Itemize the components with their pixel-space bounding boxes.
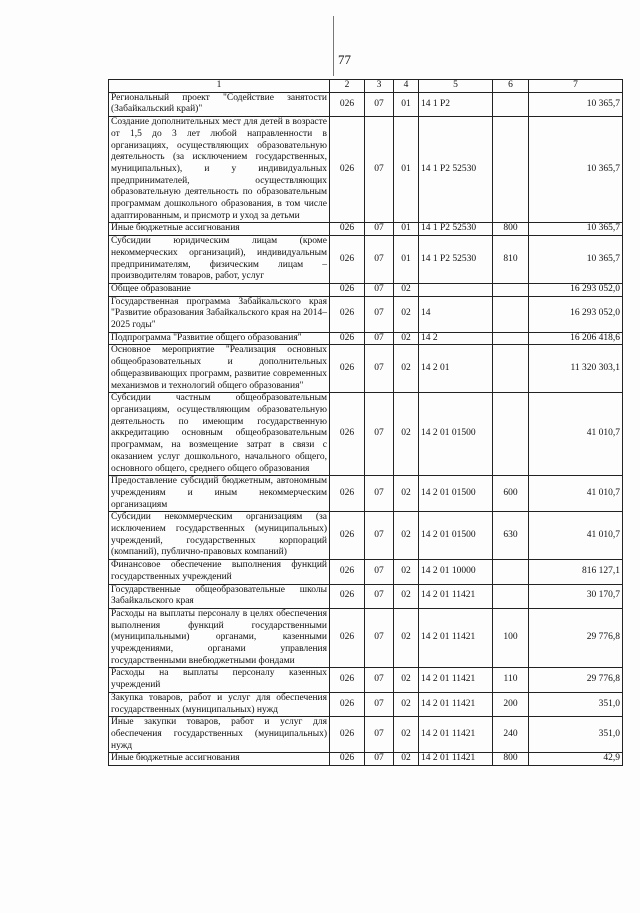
table-row — [109, 692, 623, 716]
row-name: Региональный проект "Содействие занятости (Забайкальский край)" — [109, 92, 330, 116]
row-name: Иные закупки товаров, работ и услуг для обеспечения государственных (муниципальных) нужд — [109, 717, 330, 753]
row-name: Субсидии частным общеобразовательным организациям, осуществляющим образовательную деятельность по имеющим государственную аккредитацию основным общеобразовательным программам, на возмещение затрат в связи с оказанием услуг дошкольного, начального общего, основного общего, среднего общего образования — [109, 393, 330, 476]
row-subsection: 01 — [394, 92, 419, 116]
table-row — [109, 753, 623, 766]
table-row — [109, 296, 623, 332]
row-expense-type: 110 — [493, 668, 529, 692]
row-subsection: 02 — [394, 668, 419, 692]
row-target-article: 14 2 01 11421 — [419, 668, 493, 692]
row-subsection: 02 — [394, 753, 419, 766]
row-expense-type — [493, 92, 529, 116]
row-target-article: 14 2 01 01500 — [419, 476, 493, 512]
row-amount: 42,9 — [529, 753, 623, 766]
row-amount: 29 776,8 — [529, 608, 623, 668]
row-amount: 16 206 418,6 — [529, 332, 623, 345]
fold-line — [333, 16, 334, 76]
row-subsection: 02 — [394, 608, 419, 668]
row-ministry: 026 — [330, 117, 365, 223]
row-ministry: 026 — [330, 476, 365, 512]
table-row — [109, 332, 623, 345]
row-ministry: 026 — [330, 512, 365, 560]
row-name: Закупка товаров, работ и услуг для обеспечения государственных (муниципальных) нужд — [109, 692, 330, 716]
table-row — [109, 283, 623, 296]
row-section: 07 — [365, 223, 394, 236]
row-name: Иные бюджетные ассигнования — [109, 753, 330, 766]
row-section: 07 — [365, 476, 394, 512]
row-subsection: 02 — [394, 345, 419, 393]
table-row — [109, 223, 623, 236]
row-amount: 30 170,7 — [529, 584, 623, 608]
row-name: Расходы на выплаты персоналу казенных учреждений — [109, 668, 330, 692]
row-target-article: 14 2 01 11421 — [419, 584, 493, 608]
col-header: 1 — [109, 80, 330, 93]
row-expense-type — [493, 332, 529, 345]
table-row — [109, 668, 623, 692]
row-section: 07 — [365, 584, 394, 608]
row-section: 07 — [365, 92, 394, 116]
row-name: Расходы на выплаты персоналу в целях обеспечения выполнения функций государственными (муниципальными) органами, казенными учреждениями, органами управления государственными внебюджетными фондами — [109, 608, 330, 668]
table-row — [109, 717, 623, 753]
row-expense-type: 200 — [493, 692, 529, 716]
row-expense-type — [493, 283, 529, 296]
row-target-article: 14 — [419, 296, 493, 332]
row-name: Субсидии некоммерческим организациям (за исключением государственных (муниципальных) учреждений, государственных корпораций (компаний), публично-правовых компаний) — [109, 512, 330, 560]
row-subsection: 02 — [394, 692, 419, 716]
row-expense-type: 630 — [493, 512, 529, 560]
col-header: 6 — [493, 80, 529, 93]
row-subsection: 02 — [394, 584, 419, 608]
row-amount: 41 010,7 — [529, 393, 623, 476]
row-amount: 41 010,7 — [529, 512, 623, 560]
row-section: 07 — [365, 283, 394, 296]
row-subsection: 01 — [394, 117, 419, 223]
row-amount: 16 293 052,0 — [529, 283, 623, 296]
row-amount: 10 365,7 — [529, 117, 623, 223]
row-target-article: 14 2 01 11421 — [419, 717, 493, 753]
row-section: 07 — [365, 117, 394, 223]
row-expense-type: 800 — [493, 223, 529, 236]
table-row — [109, 236, 623, 284]
table-row — [109, 512, 623, 560]
row-subsection: 02 — [394, 283, 419, 296]
row-amount: 10 365,7 — [529, 223, 623, 236]
row-ministry: 026 — [330, 668, 365, 692]
row-subsection: 02 — [394, 296, 419, 332]
row-subsection: 02 — [394, 393, 419, 476]
row-ministry: 026 — [330, 236, 365, 284]
row-ministry: 026 — [330, 92, 365, 116]
row-target-article: 14 1 P2 — [419, 92, 493, 116]
row-name: Субсидии юридическим лицам (кроме некоммерческих организаций), индивидуальным предпринимателям, физическим лицам – производителям товаров, работ, услуг — [109, 236, 330, 284]
row-section: 07 — [365, 512, 394, 560]
table-row — [109, 584, 623, 608]
row-ministry: 026 — [330, 223, 365, 236]
row-ministry: 026 — [330, 283, 365, 296]
row-expense-type — [493, 584, 529, 608]
header-row — [109, 80, 623, 93]
row-ministry: 026 — [330, 332, 365, 345]
row-target-article: 14 2 01 11421 — [419, 753, 493, 766]
row-subsection: 02 — [394, 512, 419, 560]
row-amount: 11 320 303,1 — [529, 345, 623, 393]
row-name: Финансовое обеспечение выполнения функций государственных учреждений — [109, 560, 330, 584]
row-section: 07 — [365, 753, 394, 766]
row-target-article: 14 2 01 — [419, 345, 493, 393]
row-target-article: 14 1 P2 52530 — [419, 117, 493, 223]
row-ministry: 026 — [330, 717, 365, 753]
col-header: 3 — [365, 80, 394, 93]
row-ministry: 026 — [330, 692, 365, 716]
row-subsection: 02 — [394, 717, 419, 753]
row-section: 07 — [365, 345, 394, 393]
row-ministry: 026 — [330, 296, 365, 332]
row-amount: 351,0 — [529, 717, 623, 753]
row-expense-type: 240 — [493, 717, 529, 753]
row-name: Государственная программа Забайкальского края "Развитие образования Забайкальского края на 2014–2025 годы" — [109, 296, 330, 332]
row-name: Общее образование — [109, 283, 330, 296]
row-name: Иные бюджетные ассигнования — [109, 223, 330, 236]
row-target-article: 14 2 01 11421 — [419, 608, 493, 668]
col-header: 7 — [529, 80, 623, 93]
row-expense-type — [493, 393, 529, 476]
row-expense-type: 810 — [493, 236, 529, 284]
row-section: 07 — [365, 236, 394, 284]
row-subsection: 02 — [394, 560, 419, 584]
row-target-article: 14 2 01 01500 — [419, 393, 493, 476]
row-target-article: 14 2 — [419, 332, 493, 345]
row-amount: 10 365,7 — [529, 236, 623, 284]
row-expense-type — [493, 296, 529, 332]
col-header: 5 — [419, 80, 493, 93]
table-row — [109, 560, 623, 584]
row-section: 07 — [365, 668, 394, 692]
row-ministry: 026 — [330, 608, 365, 668]
row-expense-type: 800 — [493, 753, 529, 766]
col-header: 2 — [330, 80, 365, 93]
row-name: Основное мероприятие "Реализация основных общеобразовательных и дополнительных общеразвивающих программ, развитие современных механизмов и технологий общего образования" — [109, 345, 330, 393]
row-target-article: 14 2 01 01500 — [419, 512, 493, 560]
table-row — [109, 92, 623, 116]
row-section: 07 — [365, 608, 394, 668]
row-section: 07 — [365, 393, 394, 476]
row-target-article: 14 1 P2 52530 — [419, 223, 493, 236]
row-expense-type: 100 — [493, 608, 529, 668]
row-name: Создание дополнительных мест для детей в возрасте от 1,5 до 3 лет любой направленности в организациях, осуществляющих образовательную деятельность (за исключением государственных, муниципальных), и у индивидуальных предпринимателей, осуществляющих образовательную деятельность по образовательным программам дошкольного образования, в том числе адаптированным, и присмотр и уход за детьми — [109, 117, 330, 223]
table-row — [109, 476, 623, 512]
row-ministry: 026 — [330, 753, 365, 766]
row-ministry: 026 — [330, 345, 365, 393]
row-section: 07 — [365, 560, 394, 584]
table-row — [109, 117, 623, 223]
page-number: 77 — [338, 52, 351, 67]
table-row — [109, 345, 623, 393]
row-expense-type — [493, 560, 529, 584]
row-name: Подпрограмма "Развитие общего образования" — [109, 332, 330, 345]
row-section: 07 — [365, 332, 394, 345]
table-row — [109, 393, 623, 476]
col-header: 4 — [394, 80, 419, 93]
row-ministry: 026 — [330, 584, 365, 608]
row-subsection: 02 — [394, 332, 419, 345]
table-row — [109, 608, 623, 668]
row-name: Государственные общеобразовательные школы Забайкальского края — [109, 584, 330, 608]
row-expense-type: 600 — [493, 476, 529, 512]
row-expense-type — [493, 345, 529, 393]
row-target-article: 14 2 01 11421 — [419, 692, 493, 716]
row-target-article: 14 1 P2 52530 — [419, 236, 493, 284]
budget-table — [108, 79, 623, 766]
row-expense-type — [493, 117, 529, 223]
row-amount: 16 293 052,0 — [529, 296, 623, 332]
row-subsection: 02 — [394, 476, 419, 512]
row-ministry: 026 — [330, 560, 365, 584]
row-section: 07 — [365, 717, 394, 753]
row-amount: 816 127,1 — [529, 560, 623, 584]
row-subsection: 01 — [394, 223, 419, 236]
row-amount: 41 010,7 — [529, 476, 623, 512]
row-subsection: 01 — [394, 236, 419, 284]
row-amount: 10 365,7 — [529, 92, 623, 116]
row-target-article: 14 2 01 10000 — [419, 560, 493, 584]
row-amount: 29 776,8 — [529, 668, 623, 692]
row-ministry: 026 — [330, 393, 365, 476]
row-amount: 351,0 — [529, 692, 623, 716]
row-target-article — [419, 283, 493, 296]
row-section: 07 — [365, 296, 394, 332]
row-name: Предоставление субсидий бюджетным, автономным учреждениям и иным некоммерческим организациям — [109, 476, 330, 512]
row-section: 07 — [365, 692, 394, 716]
